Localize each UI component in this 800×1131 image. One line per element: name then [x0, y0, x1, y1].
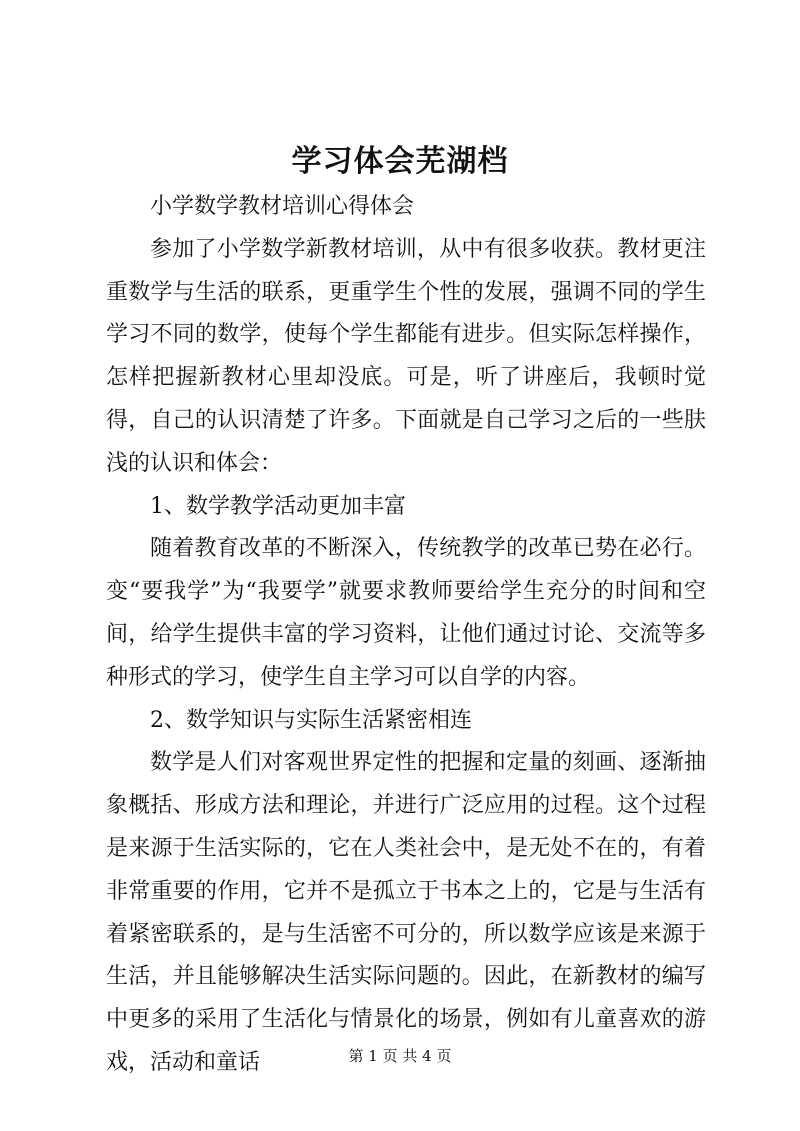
paragraph-section-1: 随着教育改革的不断深入，传统教学的改革已势在必行。变“要我学”为“我要学”就要求教师要给学生充分的时间和空间，给学生提供丰富的学习资料，让他们通过讨论、交流等多种形式的学习，使学生自主学习可以自学的内容。	[106, 536, 706, 690]
page-number-footer: 第 1 页 共 4 页	[348, 1047, 452, 1065]
document-body	[106, 186, 706, 1085]
paragraph-intro: 参加了小学数学新教材培训，从中有很多收获。教材更注重数学与生活的联系，更重学生个性的发展，强调不同的学生学习不同的数学，使每个学生都能有进步。但实际怎样操作，怎样把握新教材心里却没底。可是，听了讲座后，我顿时觉得，自己的认识清楚了许多。下面就是自己学习之后的一些肤浅的认识和体会：	[106, 236, 706, 476]
page-title: 学习体会芜湖档	[291, 144, 509, 179]
section-heading-1: 1、数学教学活动更加丰富	[150, 493, 406, 519]
paragraph-subtitle: 小学数学教材培训心得体会	[150, 194, 415, 219]
section-heading-2: 2、数学知识与实际生活紧密相连	[150, 707, 472, 733]
paragraph-section-2: 数学是人们对客观世界定性的把握和定量的刻画、逐渐抽象概括、形成方法和理论，并进行广泛应用的过程。这个过程是来源于生活实际的，它在人类社会中，是无处不在的，有着非常重要的作用，它并不是孤立于书本之上的，它是与生活有着紧密联系的，是与生活密不可分的，所以数学应该是来源于生活，并且能够解决生活实际问题的。因此，在新教材的编写中更多的采用了生活化与情景化的场景，例如有儿童喜欢的游戏，活动和童话	[106, 750, 706, 1075]
